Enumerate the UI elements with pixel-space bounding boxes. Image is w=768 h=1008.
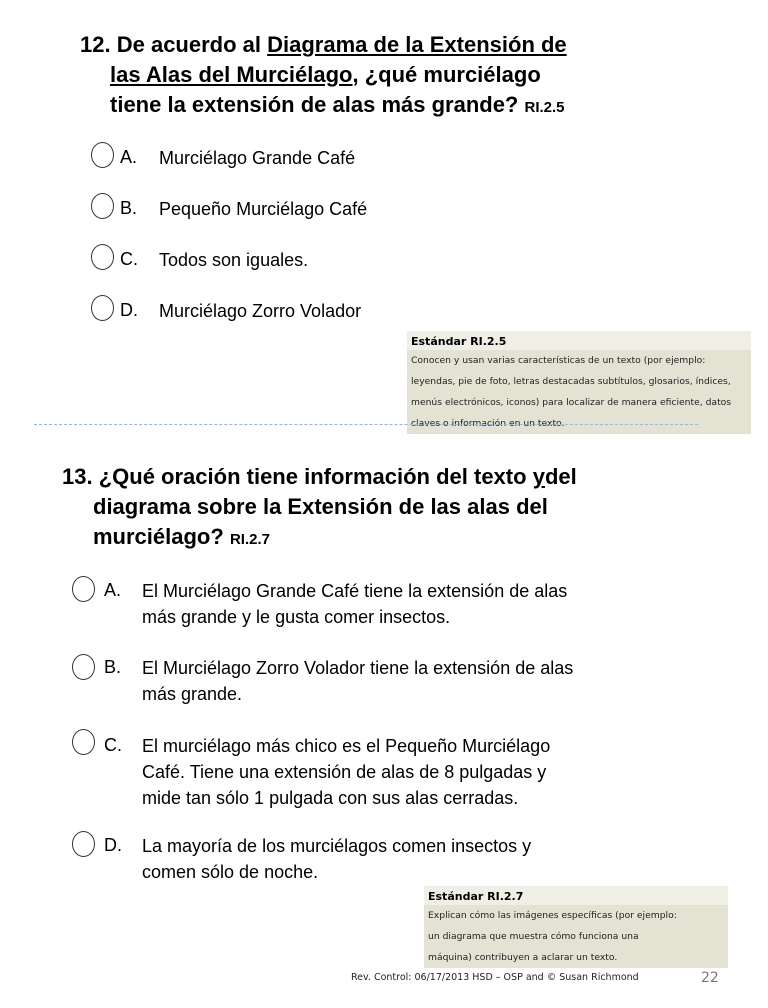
standard-line: claves o información en un texto. xyxy=(411,418,565,429)
q13-option-a-bubble[interactable] xyxy=(72,576,95,602)
q12-heading xyxy=(80,30,660,123)
q12-option-b-letter: B. xyxy=(120,198,138,218)
footer-revision: Rev. Control: 06/17/2013 HSD – OSP and © Susan Richmond xyxy=(351,972,639,983)
standard-box-title: Estándar RI.2.5 xyxy=(407,331,751,350)
q12-number: 12. xyxy=(80,32,111,57)
standard-box-title: Estándar RI.2.7 xyxy=(424,886,728,905)
q13-line1-underlined: y xyxy=(532,464,545,489)
option-line: La mayoría de los murciélagos comen insectos y xyxy=(142,836,532,856)
q13-line1-post: del xyxy=(544,464,577,489)
q13-option-a-text xyxy=(142,578,567,630)
page-number: 22 xyxy=(701,970,719,986)
standard-line: Conocen y usan varias características de un texto (por ejemplo: xyxy=(411,355,706,366)
q12-line3-text: tiene la extensión de alas más grande? xyxy=(110,92,519,117)
option-line: Café. Tiene una extensión de alas de 8 pulgadas y xyxy=(142,762,547,782)
q12-option-b-bubble[interactable] xyxy=(91,193,114,219)
q12-option-c-letter: C. xyxy=(120,249,138,269)
standard-box-body xyxy=(424,905,728,968)
q13-option-c-text xyxy=(142,733,550,811)
option-line: El Murciélago Grande Café tiene la extensión de alas xyxy=(142,581,568,601)
q13-standard-tag: RI.2.7 xyxy=(229,531,270,548)
q13-line2: diagrama sobre la Extensión de las alas del xyxy=(93,494,548,519)
option-line: más grande y le gusta comer insectos. xyxy=(142,607,451,627)
q13-heading xyxy=(62,462,662,555)
q12-line2 xyxy=(80,60,660,90)
q12-line3 xyxy=(80,90,660,123)
q12-standard-tag: RI.2.5 xyxy=(524,99,565,116)
q13-line3-text: murciélago? xyxy=(93,524,224,549)
option-line: comen sólo de noche. xyxy=(142,862,319,882)
q13-number: 13. xyxy=(62,464,93,489)
standard-line: un diagrama que muestra cómo funciona una xyxy=(428,931,639,942)
q13-option-d-letter: D. xyxy=(104,835,122,855)
q13-option-a-letter: A. xyxy=(104,580,122,600)
option-line: El murciélago más chico es el Pequeño Murciélago xyxy=(142,736,551,756)
standard-box-ri-2-5 xyxy=(407,331,751,434)
option-line: mide tan sólo 1 pulgada con sus alas cerradas. xyxy=(142,788,519,808)
option-line: más grande. xyxy=(142,684,243,704)
standard-line: máquina) contribuyen a aclarar un texto. xyxy=(428,952,618,963)
q12-pre: De acuerdo al xyxy=(116,32,261,57)
q13-option-b-bubble[interactable] xyxy=(72,654,95,680)
q12-title-u1: Diagrama de la Extensión de xyxy=(267,32,567,57)
q12-option-c-bubble[interactable] xyxy=(91,244,114,270)
standard-line: leyendas, pie de foto, letras destacadas subtítulos, glosarios, índices, xyxy=(411,376,731,387)
section-divider xyxy=(34,424,698,425)
standard-line: Explican cómo las imágenes específicas (por ejemplo: xyxy=(428,910,677,921)
q13-line1 xyxy=(62,462,662,492)
standard-box-body xyxy=(407,350,751,434)
q12-option-a-text: Murciélago Grande Café xyxy=(159,148,356,168)
q12-line1 xyxy=(80,30,660,60)
q12-option-d-letter: D. xyxy=(120,300,138,320)
standard-box-ri-2-7 xyxy=(424,886,728,968)
q13-line3 xyxy=(62,522,662,555)
q12-option-c-text: Todos son iguales. xyxy=(159,250,309,270)
q12-option-a-bubble[interactable] xyxy=(91,142,114,168)
q13-option-d-bubble[interactable] xyxy=(72,831,95,857)
q12-option-b-text: Pequeño Murciélago Café xyxy=(159,199,368,219)
q12-title-u2: las Alas del Murciélago xyxy=(110,62,353,87)
q13-option-c-letter: C. xyxy=(104,735,122,755)
q12-option-a-letter: A. xyxy=(120,147,138,167)
q13-option-b-text xyxy=(142,655,573,707)
q13-option-d-text xyxy=(142,833,531,885)
q13-line1-pre: ¿Qué oración tiene información del texto xyxy=(98,464,527,489)
q12-option-d-bubble[interactable] xyxy=(91,295,114,321)
q13-option-c-bubble[interactable] xyxy=(72,729,95,755)
q13-option-b-letter: B. xyxy=(104,657,122,677)
standard-line: menús electrónicos, iconos) para localizar de manera eficiente, datos xyxy=(411,397,732,408)
option-line: El Murciélago Zorro Volador tiene la extensión de alas xyxy=(142,658,574,678)
q12-line2-post: , ¿qué murciélago xyxy=(352,62,541,87)
q12-option-d-text: Murciélago Zorro Volador xyxy=(159,301,362,321)
